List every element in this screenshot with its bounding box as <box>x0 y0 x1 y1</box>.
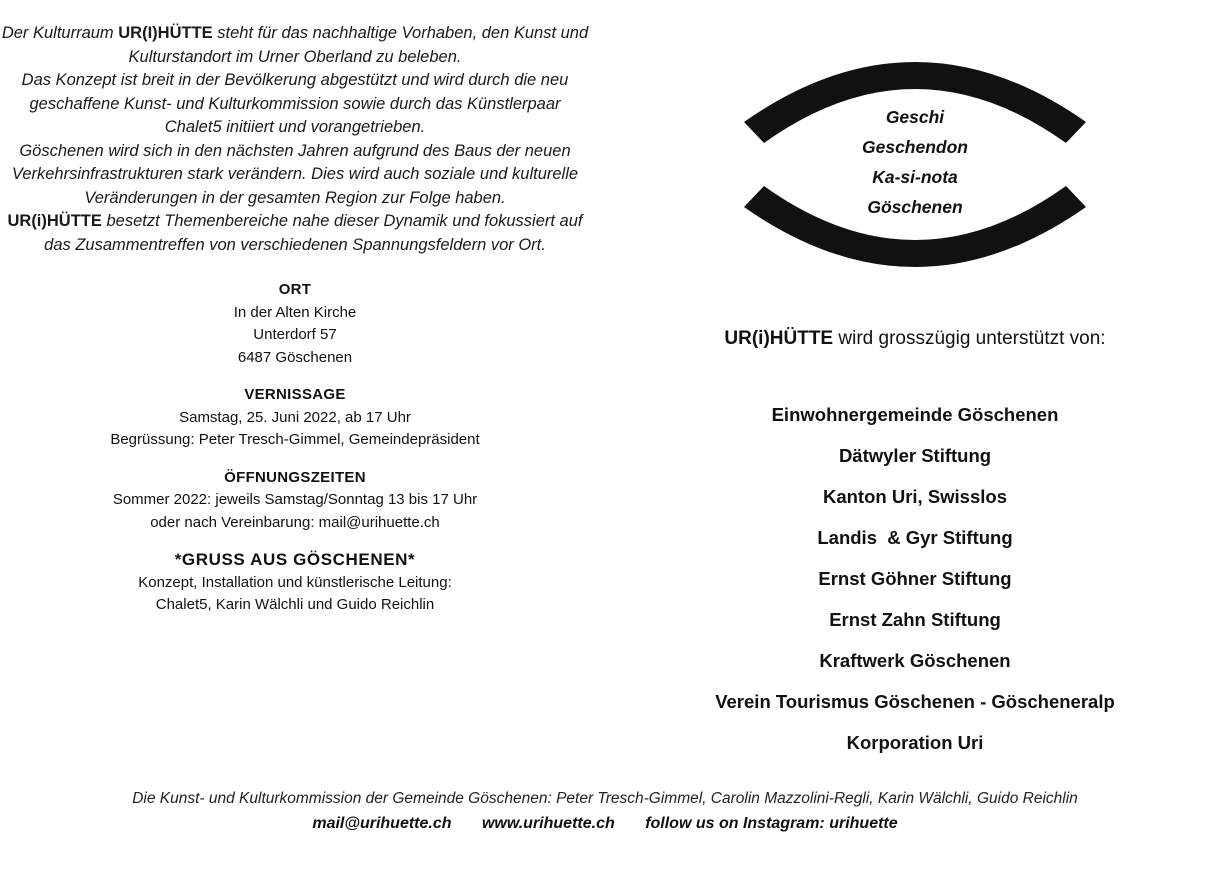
contact-email: mail@urihuette.ch <box>312 815 452 832</box>
vernissage-heading: VERNISSAGE <box>244 386 346 403</box>
vernissage-line-1: Samstag, 25. Juni 2022, ab 17 Uhr <box>179 408 411 426</box>
logo-text <box>730 102 1100 222</box>
intro-p4-rest: besetzt Themenbereiche nahe dieser Dynamik und fokussiert auf das Zusammentreffen von verschiedenen Spannungsfeldern vor Ort. <box>44 212 583 254</box>
contact-instagram: follow us on Instagram: urihuette <box>645 815 898 832</box>
logo-line-4: Göschenen <box>867 197 963 217</box>
greeting-line-2: Chalet5, Karin Wälchli und Guido Reichlin <box>155 596 435 613</box>
footer <box>0 787 1210 833</box>
sponsor-item: Verein Tourismus Göschenen - Göscheneralp <box>715 691 1115 712</box>
intro-p1-prefix: Der Kulturraum <box>1 24 119 42</box>
sponsor-item: Dätwyler Stiftung <box>838 445 992 466</box>
vernissage-line-2: Begrüssung: Peter Tresch-Gimmel, Gemeindepräsident <box>110 431 480 448</box>
sponsor-item: Korporation Uri <box>846 732 984 753</box>
opening-hours-line-2: oder nach Vereinbarung: mail@urihuette.ch <box>150 513 440 531</box>
left-column <box>0 22 590 617</box>
ort-heading: ORT <box>278 281 312 298</box>
sponsor-item: Ernst Göhner Stiftung <box>818 568 1012 589</box>
contact-website: www.urihuette.ch <box>481 815 615 832</box>
opening-hours-heading: ÖFFNUNGSZEITEN <box>224 468 366 486</box>
sponsors-brand: UR(i)HÜTTE <box>724 328 834 349</box>
greeting-heading: *GRUSS AUS GÖSCHENEN* <box>174 550 416 569</box>
sponsor-item: Kanton Uri, Swisslos <box>822 486 1007 507</box>
sponsor-item: Kraftwerk Göschenen <box>819 650 1011 671</box>
sponsor-item: Landis & Gyr Stiftung <box>817 527 1013 548</box>
sponsors-heading <box>655 328 1175 350</box>
brand-name-alt: UR(i)HÜTTE <box>7 212 102 230</box>
sponsor-item: Einwohnergemeinde Göschenen <box>771 404 1059 425</box>
brand-name: UR(I)HÜTTE <box>118 24 213 42</box>
commission-credits: Die Kunst- und Kulturkommission der Gemeinde Göschenen: Peter Tresch-Gimmel, Carolin Mazzolini-Regli, Karin Wälchli, Guido Reichlin <box>132 790 1078 807</box>
intro-paragraph-1 <box>0 22 590 69</box>
logo-line-3: Ka-si-nota <box>872 167 958 187</box>
intro-paragraph-3: Göschenen wird sich in den nächsten Jahren aufgrund des Baus der neuen Verkehrsinfrastrukturen stark verändern. Dies wird auch soziale und kulturelle Veränderungen in der gesamten Region zur Folge haben. <box>11 141 579 207</box>
urihuette-logo <box>730 45 1100 280</box>
ort-line-1: In der Alten Kirche <box>233 303 357 321</box>
opening-hours-line-1: Sommer 2022: jeweils Samstag/Sonntag 13 bis 17 Uhr <box>112 491 478 508</box>
greeting-section <box>0 549 590 617</box>
opening-hours-section <box>0 467 590 535</box>
contact-line <box>0 815 1210 833</box>
sponsors-heading-rest: wird grosszügig unterstützt von: <box>833 328 1106 349</box>
ort-line-2: Unterdorf 57 <box>253 326 337 343</box>
intro-p1-rest: steht für das nachhaltige Vorhaben, den Kunst und Kulturstandort im Urner Oberland zu beleben. <box>128 24 589 66</box>
vernissage-section <box>0 384 590 452</box>
greeting-line-1: Konzept, Installation und künstlerische Leitung: <box>138 573 452 591</box>
logo-line-1: Geschi <box>885 107 945 127</box>
intro-paragraph-2: Das Konzept ist breit in der Bevölkerung abgestützt und wird durch die neu geschaffene Kunst- und Kulturkommission sowie durch das Künstlerpaar Chalet5 initiiert und vorangetrieben. <box>21 71 569 136</box>
intro-paragraph-4 <box>0 210 590 257</box>
sponsor-item: Ernst Zahn Stiftung <box>829 609 1001 630</box>
ort-section <box>0 279 590 369</box>
logo-line-2: Geschendon <box>862 137 968 157</box>
intro-text <box>0 22 590 257</box>
sponsor-list <box>655 394 1175 763</box>
ort-line-3: 6487 Göschenen <box>237 348 353 366</box>
